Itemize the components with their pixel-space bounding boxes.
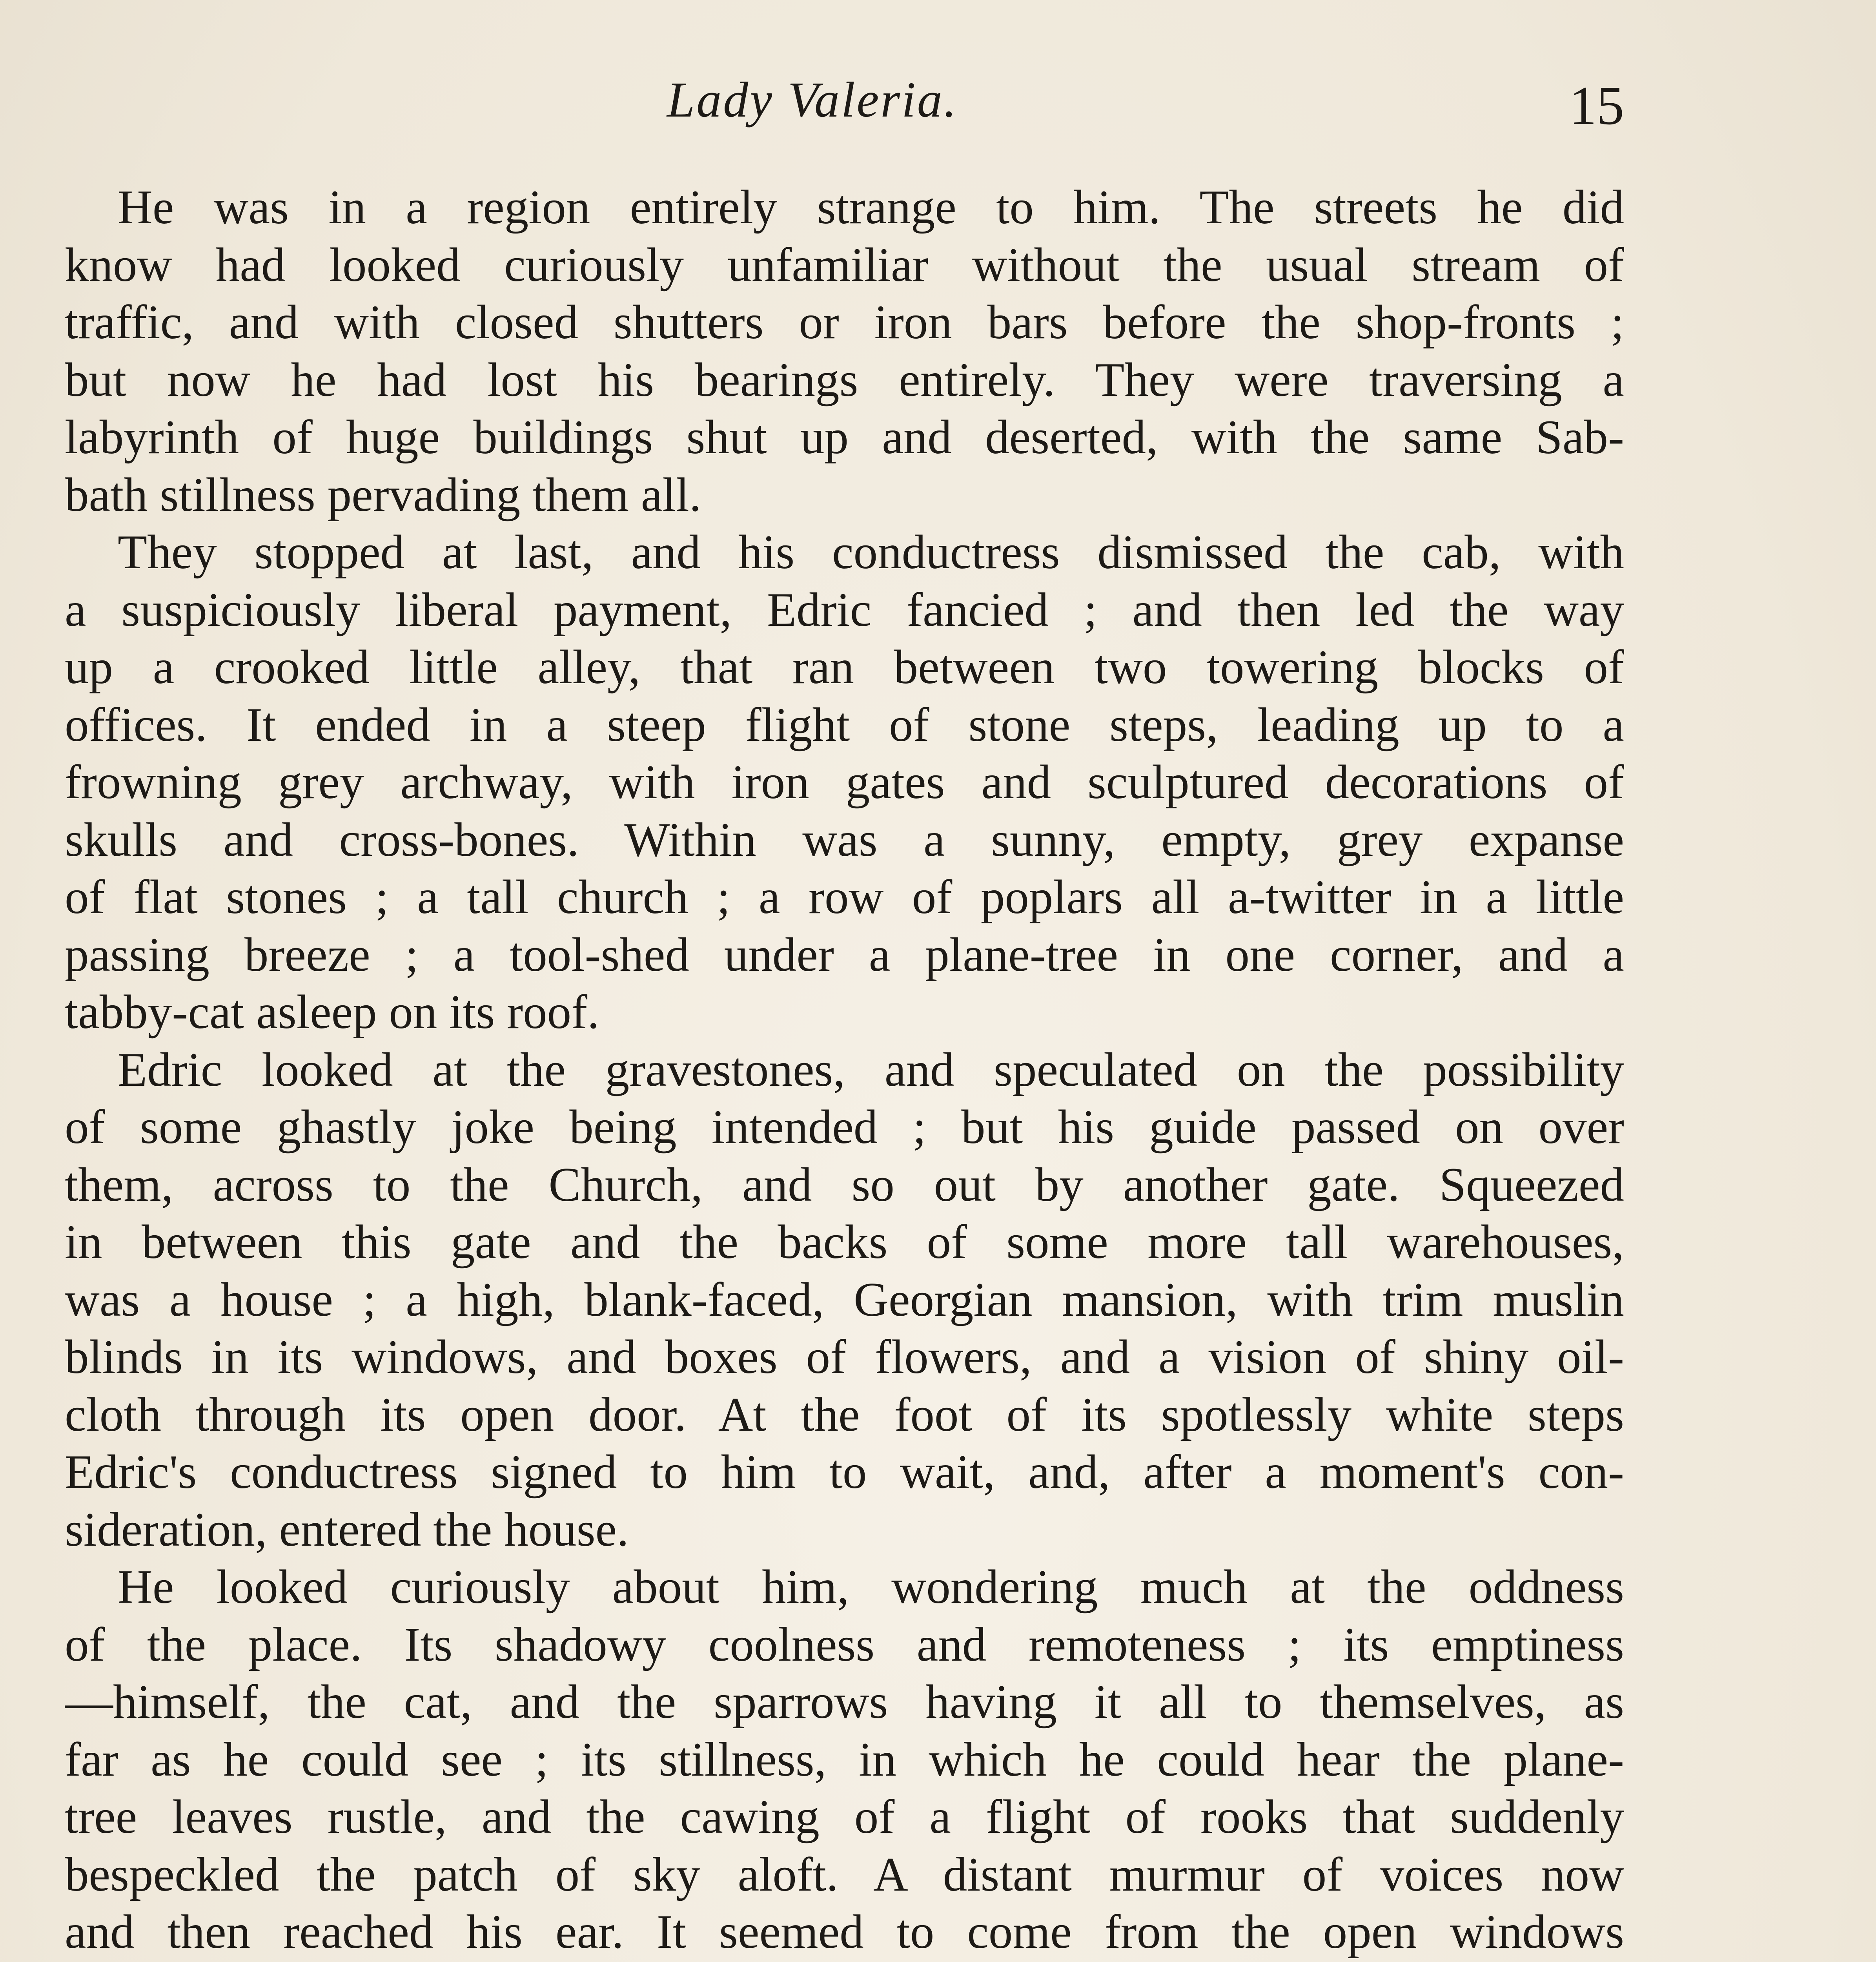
text-line: offices. It ended in a steep flight of stone steps, leading up to a [65, 697, 1624, 751]
text-line: of some ghastly joke being intended ; but his guide passed on over [65, 1100, 1624, 1154]
body-text [65, 179, 1624, 1962]
text-line: frowning grey archway, with iron gates and sculptured decorations of [65, 755, 1624, 809]
text-line: traffic, and with closed shutters or iron bars before the shop-fronts ; [65, 295, 1624, 349]
text-line: He looked curiously about him, wondering much at the oddness [118, 1560, 1624, 1614]
text-line: sideration, entered the house. [65, 1502, 629, 1556]
text-line: tabby-cat asleep on its roof. [65, 985, 599, 1039]
text-line: skulls and cross-bones. Within was a sunny, empty, grey expanse [65, 812, 1624, 866]
text-line [65, 1961, 1624, 1962]
text-line: They stopped at last, and his conductress dismissed the cab, with [118, 525, 1624, 579]
running-title: Lady Valeria. [667, 72, 958, 128]
text-line: but now he had lost his bearings entirely. They were traversing a [65, 352, 1624, 407]
text-line: up a crooked little alley, that ran between two towering blocks of [65, 640, 1624, 694]
text-line: cloth through its open door. At the foot of its spotlessly white steps [65, 1387, 1624, 1441]
text-line: of flat stones ; a tall church ; a row of poplars all a-twitter in a little [65, 870, 1624, 924]
text-line: know had looked curiously unfamiliar without the usual stream of [65, 237, 1624, 292]
paragraph [65, 1558, 1624, 1962]
page-number: 15 [1569, 75, 1624, 136]
text-line: passing breeze ; a tool-shed under a plane-tree in one corner, and a [65, 927, 1624, 981]
text-line: them, across to the Church, and so out by another gate. Squeezed [65, 1157, 1624, 1211]
text-line: tree leaves rustle, and the cawing of a flight of rooks that suddenly [65, 1790, 1624, 1843]
text-line: bath stillness pervading them all. [65, 467, 701, 521]
paragraph [65, 1041, 1624, 1559]
text-line: blinds in its windows, and boxes of flowers, and a vision of shiny oil- [65, 1330, 1624, 1384]
text-line: He was in a region entirely strange to him. The streets he did [118, 180, 1624, 234]
text-line: a suspiciously liberal payment, Edric fancied ; and then led the way [65, 582, 1624, 636]
text-line: in between this gate and the backs of some more tall warehouses, [65, 1215, 1624, 1269]
text-line: bespeckled the patch of sky aloft. A distant murmur of voices now [65, 1847, 1624, 1901]
text-line: and then reached his ear. It seemed to come from the open windows [65, 1905, 1624, 1958]
text-line: far as he could see ; its stillness, in which he could hear the plane- [65, 1732, 1624, 1786]
paragraph [65, 179, 1624, 523]
paragraph [65, 523, 1624, 1041]
text-line: Edric's conductress signed to him to wait, and, after a moment's con- [65, 1445, 1624, 1499]
text-line: was a house ; a high, blank-faced, Georgian mansion, with trim muslin [65, 1272, 1624, 1326]
text-line: —himself, the cat, and the sparrows having it all to themselves, as [65, 1675, 1624, 1729]
text-line: Edric looked at the gravestones, and speculated on the possibility [118, 1042, 1624, 1096]
text-line: of the place. Its shadowy coolness and remoteness ; its emptiness [65, 1617, 1624, 1671]
text-line: labyrinth of huge buildings shut up and deserted, with the same Sab- [65, 410, 1624, 464]
